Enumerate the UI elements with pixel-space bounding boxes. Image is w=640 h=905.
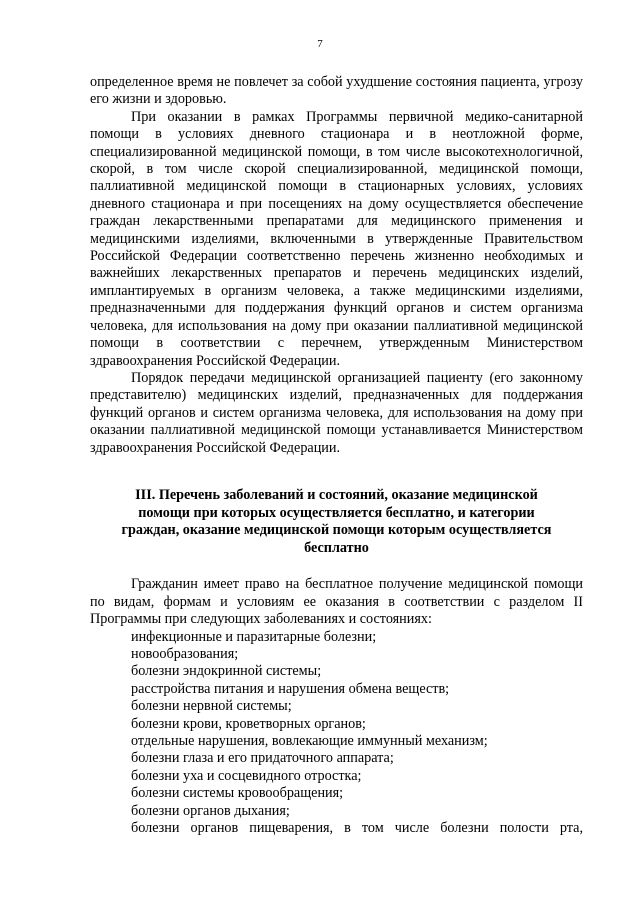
page-number: 7 [317, 38, 323, 50]
list-item: инфекционные и паразитарные болезни; [131, 628, 377, 645]
paragraph-intro: Гражданин имеет право на бесплатное получение медицинской помощи по видам, формам и условиям ее оказания в соответствии с разделом II Программы при следующих заболеваниях и состояниях: [90, 576, 583, 628]
document-body [90, 74, 583, 837]
conditions-list [90, 629, 583, 838]
list-item: отдельные нарушения, вовлекающие иммунный механизм; [131, 732, 488, 749]
list-item: расстройства питания и нарушения обмена веществ; [131, 680, 450, 697]
section-heading: III. Перечень заболеваний и состояний, оказание медицинской помощи при которых осуществляется бесплатно, и категории граждан, оказание медицинской помощи которым осуществляется бесплатно [121, 486, 552, 556]
list-item: болезни уха и сосцевидного отростка; [131, 767, 362, 784]
paragraph-device-transfer: Порядок передачи медицинской организацией пациенту (его законному представителю) медицинских изделий, предназначенных для поддержания функций органов и систем организма человека, для использования на дому при оказании паллиативной медицинской помощи устанавливается Министерством здравоохранения Российской Федерации. [90, 369, 583, 456]
list-item: болезни эндокринной системы; [131, 663, 322, 680]
list-item: болезни крови, кроветворных органов; [131, 715, 366, 732]
paragraph-continuation: определенное время не повлечет за собой ухудшение состояния пациента, угрозу его жизни и здоровью. [90, 74, 583, 108]
list-item: болезни нервной системы; [131, 698, 292, 715]
list-item: болезни системы кровообращения; [131, 785, 344, 802]
paragraph-medication-provision: При оказании в рамках Программы первичной медико-санитарной помощи в условиях дневного стационара и в неотложной форме, специализированной медицинской помощи, в том числе высокотехнологичной, скорой, в том числе скорой специализированной, медицинской помощи, паллиативной медицинской помощи в стационарных условиях, условиях дневного стационара и при посещениях на дому осуществляется обеспечение граждан лекарственными препаратами для медицинского применения и медицинскими изделиями, включенными в утвержденные Правительством Российской Федерации соответственно перечень жизненно необходимых и важнейших лекарственных препаратов и перечень медицинских изделий, имплантируемых в организм человека, а также медицинскими изделиями, предназначенными для поддержания функций органов и систем организма человека, для использования на дому при оказании паллиативной медицинской помощи в соответствии с перечнем, утвержденным Министерством здравоохранения Российской Федерации. [90, 108, 583, 369]
list-item: болезни глаза и его придаточного аппарата; [131, 750, 394, 767]
list-item: болезни органов пищеварения, в том числе болезни полости рта, [131, 820, 583, 836]
list-item: болезни органов дыхания; [131, 802, 290, 819]
list-item: новообразования; [131, 645, 239, 662]
